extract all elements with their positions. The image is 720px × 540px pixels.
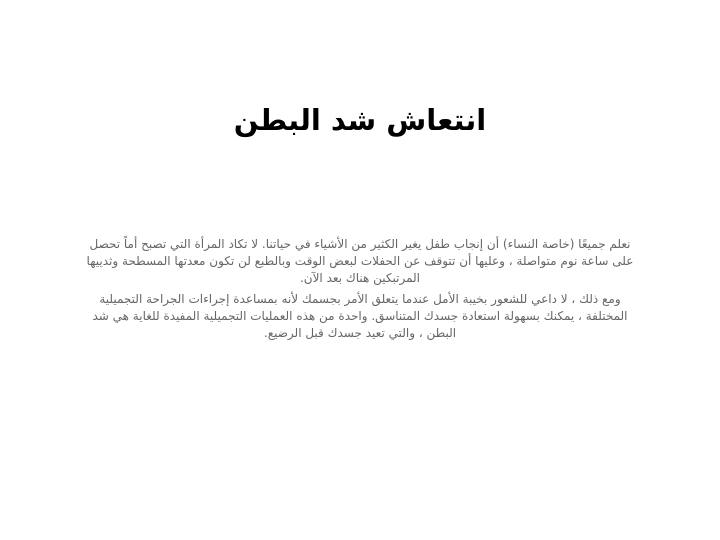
slide-body <box>80 236 640 346</box>
slide-title: انتعاش شد البطن <box>233 103 487 137</box>
body-paragraph: نعلم جميعًا (خاصة النساء) أن إنجاب طفل يغير الكثير من الأشياء في حياتنا. لا تكاد المرأة التي تصبح أماً تحصل على ساعة نوم متواصلة ، وعليها أن تتوقف عن الحفلات لبعض الوقت وبالطبع لن تكون معدتها المسطحة وثدييها المرتبكين هناك بعد الآن. <box>86 237 634 285</box>
body-paragraph: ومع ذلك ، لا داعي للشعور بخيبة الأمل عندما يتعلق الأمر بجسمك لأنه بمساعدة إجراءات الجراحة التجميلية المختلفة ، يمكنك بسهولة استعادة جسدك المتناسق. واحدة من هذه العمليات التجميلية المفيدة للغاية هي شد البطن ، والتي تعيد جسدك قبل الرضيع. <box>92 292 628 340</box>
